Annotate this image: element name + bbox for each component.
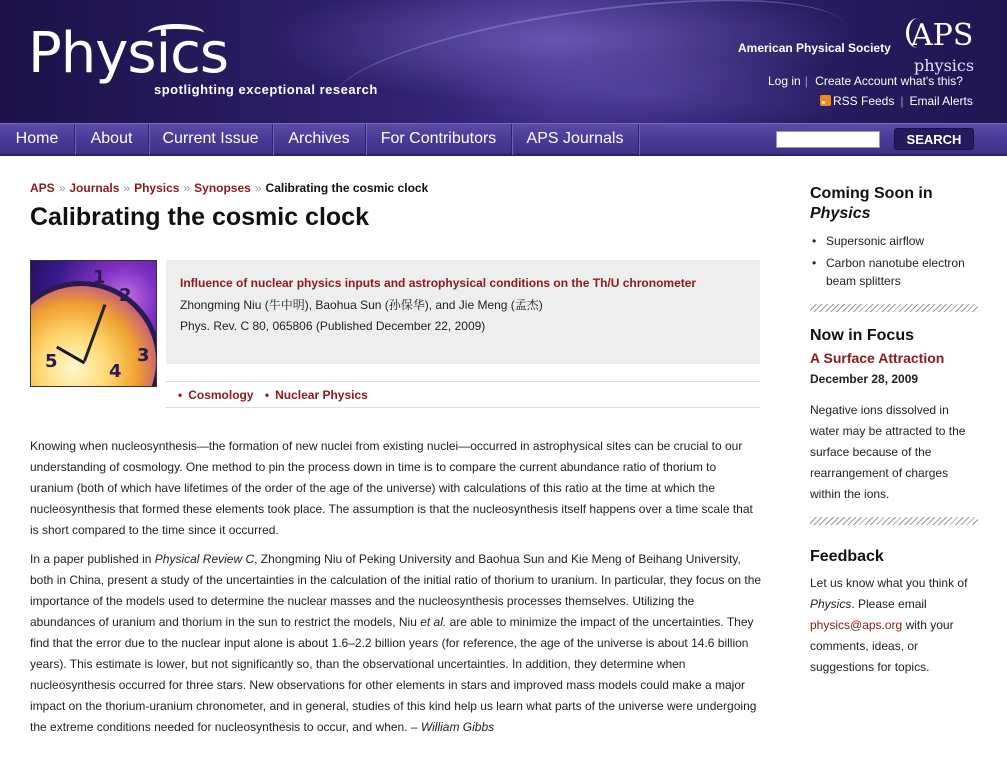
feedback-copy: Let us know what you think of (810, 576, 968, 590)
bullet: • (264, 388, 270, 402)
rss-feeds-link[interactable]: RSS Feeds (833, 94, 895, 108)
coming-soon-list (810, 232, 978, 290)
breadcrumb-separator: » (58, 181, 66, 195)
nav-for-contributors[interactable]: For Contributors (366, 124, 512, 155)
subject-tags (166, 381, 760, 408)
create-account-link[interactable]: Create Account (815, 74, 898, 88)
feed-links (820, 94, 973, 108)
coming-soon-heading (810, 184, 978, 224)
clock-numeral: 1 (93, 267, 106, 288)
page-title: Calibrating the cosmic clock (30, 203, 369, 231)
author-signature: William Gibbs (420, 720, 495, 734)
aps-society-link[interactable]: American Physical Society (738, 41, 891, 55)
article-paragraph-2 (30, 549, 762, 738)
aps-logo[interactable] (906, 18, 980, 76)
list-item: • Carbon nanotube electron beam splitters (810, 254, 978, 290)
aps-logo-subtext: physics (914, 56, 975, 75)
tag-cosmology[interactable]: Cosmology (188, 388, 254, 402)
clock-numeral: 3 (137, 345, 150, 366)
article-paragraph-1: Knowing when nucleosynthesis—the formation of new nuclei from existing nuclei—occurred in astrophysical sites can be crucial to our understanding of cosmology. One method to pin the process down in time is to compare the current abundance ratio of thorium to uranium (both of which have lifetimes of the order of the age of the universe) with calculations of this ratio at the time at which the nucleosynthesis that formed these elements took place. The assumption is that the nucleosynthesis itself happens over a time scale that is short compared to the time since it occurred. (30, 439, 753, 537)
clock-numeral: 4 (109, 361, 122, 382)
citation-reference: Phys. Rev. C 80, 065806 (Published December 22, 2009) (180, 319, 486, 333)
logo-arc-icon (148, 24, 204, 42)
nav-about[interactable]: About (75, 124, 149, 155)
email-alerts-link[interactable]: Email Alerts (909, 94, 973, 108)
breadcrumb-synopses[interactable]: Synopses (194, 181, 251, 195)
clock-numeral: 2 (119, 285, 132, 306)
search-input[interactable] (776, 131, 880, 148)
feedback-text (810, 573, 978, 678)
breadcrumb-journals[interactable]: Journals (69, 181, 120, 195)
focus-heading: Now in Focus (810, 327, 914, 344)
nav-home[interactable]: Home (0, 124, 75, 155)
login-link[interactable]: Log in (768, 74, 801, 88)
focus-summary: Negative ions dissolved in water may be attracted to the surface because of the rearrangement of charges within the ions. (810, 403, 966, 501)
article-body (30, 436, 762, 746)
feedback-copy: with your comments, ideas, or suggestions for topics. (810, 618, 954, 674)
breadcrumb-aps[interactable]: APS (30, 181, 55, 195)
focus-date: December 28, 2009 (810, 372, 919, 386)
divider (810, 304, 978, 312)
bullet: • (178, 388, 183, 402)
clock-numeral: 5 (45, 351, 58, 372)
citation-authors: Zhongming Niu (牛中明), Baohua Sun (孙保华), and Jie Meng (孟杰) (180, 298, 543, 312)
divider: | (900, 94, 904, 108)
whats-this-link[interactable]: what's this? (900, 74, 963, 88)
site-header (0, 0, 1007, 123)
paragraph-text: are able to minimize the impact of the uncertainties. They find that the error due to the nuclear input alone is about 1.6–2.2 billion years (for reference, the age of the universe is about 14.6 billion years). This estimate is lower, but not significantly so, than the observational uncertainties. In addition, they determine when nucleosynthesis occurred for three stars. New observations for other elements in stars and improved mass models could make a major impact on the thorium-uranium chronometer, and in general, studies of this kind help us learn what parts of the universe were undergoing the extreme conditions needed for nucleosynthesis to occur, and when. – (30, 615, 757, 734)
paragraph-text: In a paper published in (30, 552, 155, 566)
breadcrumb-physics[interactable]: Physics (134, 181, 180, 195)
account-links (768, 74, 963, 88)
tagline: spotlighting exceptional research (154, 82, 378, 97)
citation-box (166, 260, 760, 364)
focus-title-link[interactable]: A Surface Attraction (810, 350, 945, 366)
tag-nuclear-physics[interactable]: Nuclear Physics (275, 388, 368, 402)
coming-soon-journal: Physics (810, 205, 871, 222)
header-swoosh (325, 0, 855, 123)
clock-image (30, 260, 157, 387)
feedback-journal: Physics (810, 597, 852, 611)
et-al: et al. (420, 615, 447, 629)
divider: | (804, 74, 808, 88)
nav-aps-journals[interactable]: APS Journals (512, 124, 639, 155)
divider (810, 517, 978, 525)
journal-name: Physical Review C (154, 552, 255, 566)
nav-current-issue[interactable]: Current Issue (149, 124, 273, 155)
aps-logo-text: APS (911, 18, 974, 53)
feedback-heading: Feedback (810, 548, 884, 565)
physics-logo[interactable]: Physics (28, 21, 229, 86)
breadcrumb-separator: » (254, 181, 262, 195)
rss-icon[interactable] (820, 95, 831, 106)
sidebar (810, 184, 978, 678)
coming-soon-label: Coming Soon in (810, 185, 933, 202)
breadcrumb-separator: » (123, 181, 131, 195)
paragraph-text: , Zhongming Niu of Peking University and Baohua Sun and Kie Meng of Beihang University, both in China, present a study of the uncertainties in the calculation of the initial ratio of thorium to uranium. In particular, they focus on the importance of the models used to determine the nuclear masses and the nucleosynthesis processes themselves. Utilizing the abundances of uranium and thorium in the sun to restrict the models, Niu (30, 552, 762, 629)
nav-archives[interactable]: Archives (273, 124, 366, 155)
breadcrumb-separator: » (183, 181, 191, 195)
breadcrumb-current: Calibrating the cosmic clock (265, 181, 429, 195)
feedback-copy: . Please email (851, 597, 927, 611)
breadcrumb (30, 181, 428, 195)
list-item: • Supersonic airflow (810, 232, 978, 250)
feedback-email-link[interactable]: physics@aps.org (810, 618, 903, 632)
search-button[interactable]: SEARCH (894, 128, 974, 150)
citation-title-link[interactable]: Influence of nuclear physics inputs and astrophysical conditions on the Th/U chronometer (180, 276, 697, 290)
